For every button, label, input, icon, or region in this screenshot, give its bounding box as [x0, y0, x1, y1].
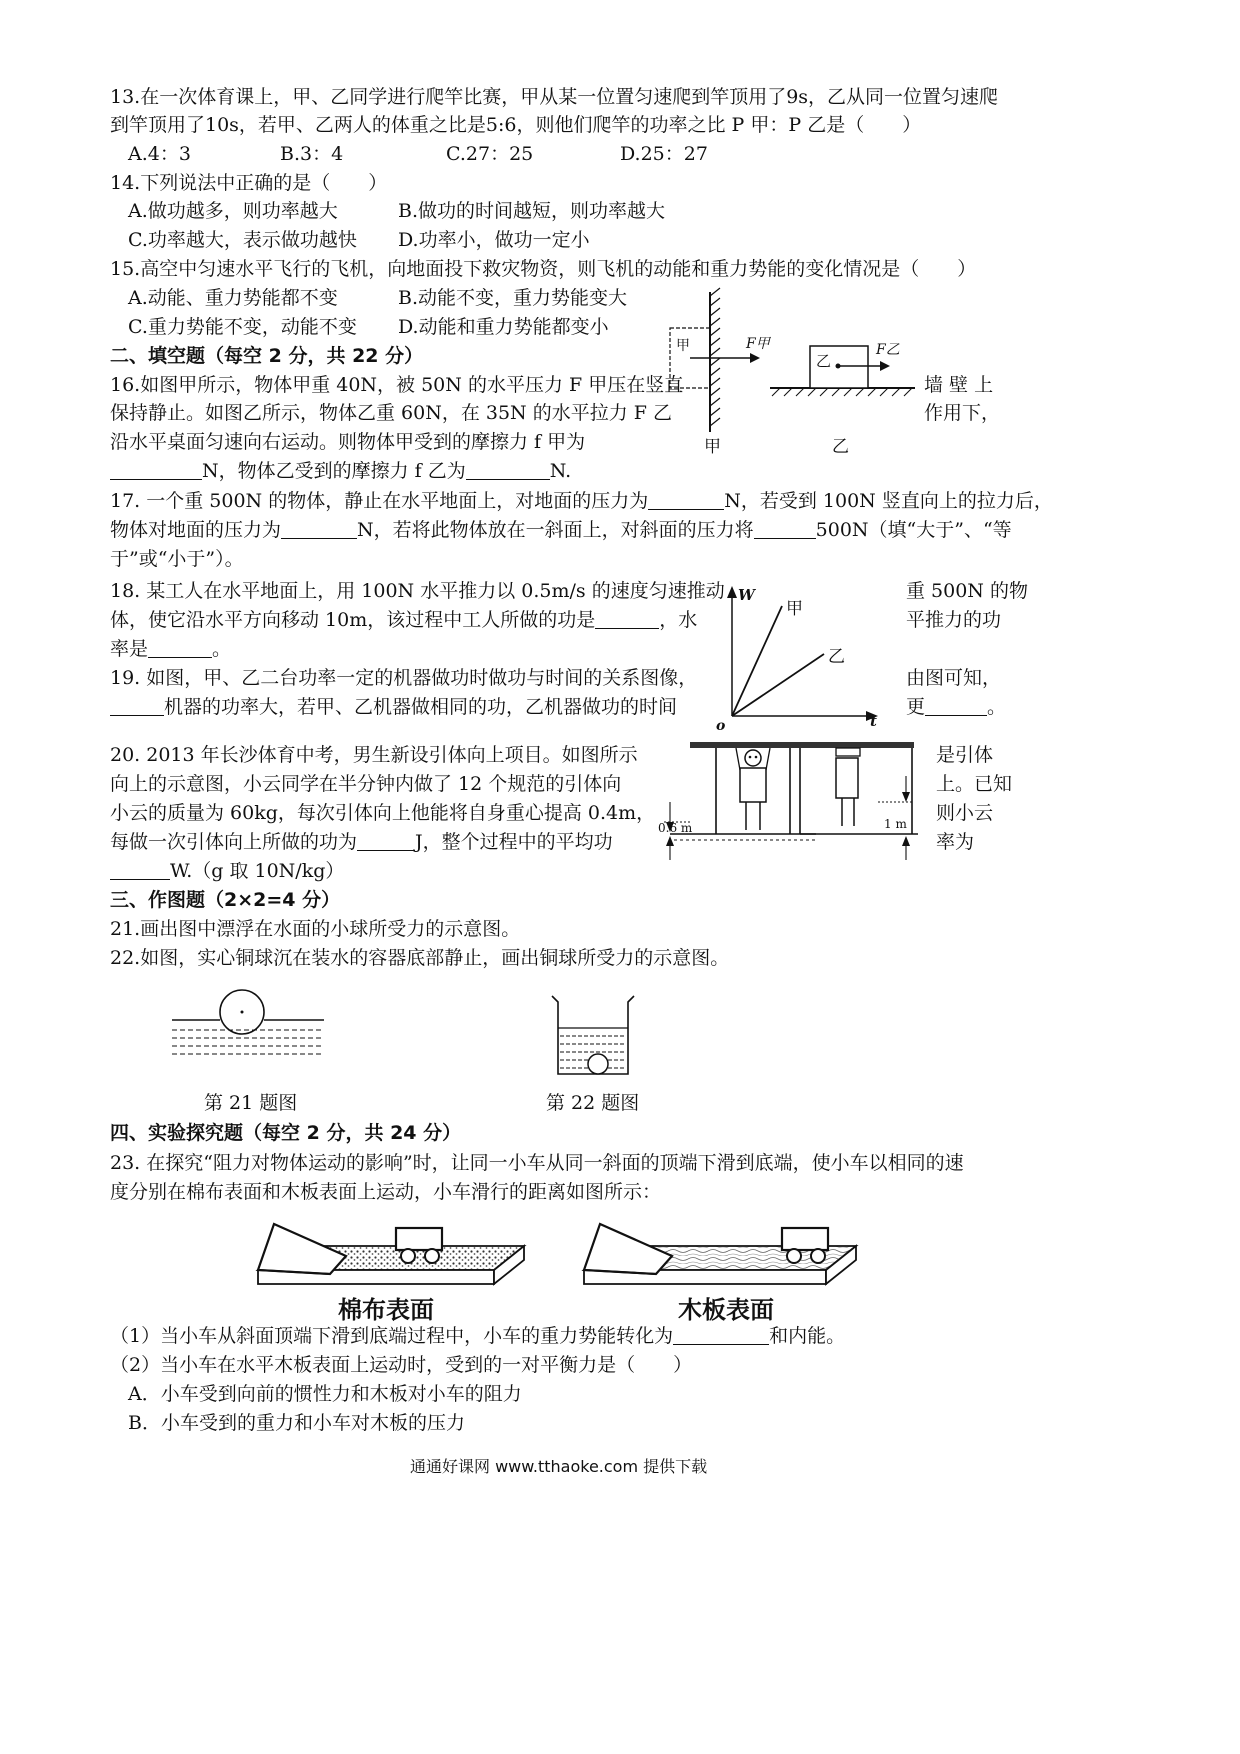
q15-option-a: A.动能、重力势能都不变: [128, 287, 338, 309]
q22-figure: [548, 992, 638, 1078]
q14-option-a: A.做功越多，则功率越大: [128, 200, 338, 222]
q23-car-cloth: [396, 1228, 442, 1250]
q18-line2b: ，水: [659, 609, 698, 631]
section3-heading: 三、作图题（2×2=4 分）: [110, 889, 341, 911]
q20-line4-right: 率为: [936, 831, 975, 853]
q15-option-b: B.动能不变，重力势能变大: [398, 287, 628, 309]
q20-line3: 小云的质量为 60kg，每次引体向上他能将自身重心提高 0.4m，: [110, 802, 656, 824]
q20-line1-right: 是引体: [936, 744, 994, 766]
q16-blank-2[interactable]: [466, 461, 550, 480]
q20-line5-text: W.（g 取 10N/kg）: [170, 860, 345, 882]
q19-x-axis-label: t: [870, 712, 877, 730]
q23-sub1b: 和内能。: [769, 1325, 846, 1347]
q23-option-a: A．小车受到向前的惯性力和木板对小车的阻力: [128, 1383, 522, 1405]
q19-line-yi-label: 乙: [828, 647, 845, 667]
q16-line4b: N.: [549, 460, 572, 482]
q20-line2: 向上的示意图，小云同学在半分钟内做了 12 个规范的引体向: [110, 773, 622, 795]
q19-blank-1[interactable]: [110, 697, 164, 716]
q23-sub2: （2）当小车在水平木板表面上运动时，受到的一对平衡力是（ ）: [110, 1354, 693, 1376]
q16-line2-right: 作用下，: [924, 402, 1001, 424]
q20-blank-1[interactable]: [357, 832, 415, 851]
q17-line1b: N，若受到 100N 竖直向上的拉力后，: [724, 490, 1053, 512]
q13-option-c: C.27：25: [446, 143, 534, 165]
q18-line3a: 率是: [110, 638, 149, 660]
q17-line2c: 500N（填“大于”、“等: [815, 519, 1012, 541]
q20-line5: [110, 858, 344, 884]
q19-line1: 19. 如图，甲、乙二台功率一定的机器做功时做功与时间的关系图像，: [110, 667, 698, 689]
q17-line1a: 17. 一个重 500N 的物体，静止在水平地面上，对地面的压力为: [110, 490, 649, 512]
q16-blank-1[interactable]: [110, 461, 202, 480]
q13-option-b: B.3：4: [280, 143, 344, 165]
q23-line1: 23. 在探究“阻力对物体运动的影响”时，让同一小车从同一斜面的顶端下滑到底端，使小车以相同的速: [110, 1152, 964, 1174]
q18-blank-2[interactable]: [148, 639, 212, 658]
q15-option-d: D.动能和重力势能都变小: [398, 316, 609, 338]
q20-height-06m: 0.6 m: [658, 821, 693, 835]
q20-line2-right: 上。已知: [936, 773, 1013, 795]
q19-line2: [110, 694, 677, 720]
q18-line3b: 。: [212, 638, 232, 660]
q17-line1: [110, 488, 1053, 514]
q16-caption-yi: 乙: [832, 437, 849, 457]
q18-line2-right: 平推力的功: [906, 609, 1002, 631]
q16-line1-right: 墙 壁 上: [924, 374, 994, 396]
q19-line-jia-label: 甲: [786, 599, 803, 619]
q19-blank-2[interactable]: [925, 697, 987, 716]
q19-line2-end: 。: [987, 696, 1007, 718]
q20-line4: [110, 829, 613, 855]
q23-figure: [248, 1208, 868, 1326]
q20-blank-2[interactable]: [110, 861, 170, 880]
q21-figure: [172, 988, 332, 1060]
q16-line1: 16.如图甲所示，物体甲重 40N，被 50N 的水平压力 F 甲压在竖直: [110, 374, 684, 396]
q22-text: 22.如图，实心铜球沉在装水的容器底部静止，画出铜球所受力的示意图。: [110, 947, 730, 969]
q14-stem: 14.下列说法中正确的是（ ）: [110, 172, 388, 194]
q18-line2a: 体，使它沿水平方向移动 10m，该过程中工人所做的功是: [110, 609, 596, 631]
q20-line4b: J，整个过程中的平均功: [415, 831, 613, 853]
q19-origin-label: o: [716, 718, 726, 734]
footer: 通通好课网 www.tthaoke.com 提供下载: [410, 1457, 708, 1476]
q16-box-jia-label: 甲: [676, 338, 690, 354]
q23-car-wood: [782, 1228, 828, 1250]
fig22-caption: 第 22 题图: [546, 1092, 640, 1114]
q20-line3-right: 则小云: [936, 802, 994, 824]
fig21-caption: 第 21 题图: [204, 1092, 298, 1114]
q20-line4a: 每做一次引体向上所做的功为: [110, 831, 358, 853]
q23-label-cloth: 棉布表面: [338, 1295, 434, 1324]
q19-line1-right: 由图可知，: [906, 667, 1002, 689]
q16-figure: [660, 292, 920, 457]
q19-graph: [712, 582, 892, 734]
q18-line1: 18. 某工人在水平地面上，用 100N 水平推力以 0.5m/s 的速度匀速推动: [110, 580, 725, 602]
q19-line2-text: 机器的功率大，若甲、乙机器做相同的功，乙机器做功的时间: [164, 696, 678, 718]
q14-option-b: B.做功的时间越短，则功率越大: [398, 200, 666, 222]
q17-line2: [110, 517, 1012, 543]
q13-line1: 13.在一次体育课上，甲、乙同学进行爬竿比赛，甲从某一位置匀速爬到竿顶用了9s，乙从同一位置匀速爬: [110, 86, 999, 108]
q23-sub1: [110, 1323, 845, 1349]
q17-blank-1[interactable]: [648, 491, 724, 510]
q15-option-c: C.重力势能不变，动能不变: [128, 316, 357, 338]
q19-line2-right: [906, 694, 1006, 720]
q16-f-yi-label: F乙: [876, 342, 900, 358]
q18-line3: [110, 636, 231, 662]
q23-option-b: B．小车受到的重力和小车对木板的压力: [128, 1412, 465, 1434]
q18-line1-right: 重 500N 的物: [906, 580, 1028, 602]
q20-figure: [650, 736, 920, 866]
q14-option-d: D.功率小，做功一定小: [398, 229, 590, 251]
q23-label-wood: 木板表面: [678, 1295, 774, 1324]
q16-line2: 保持静止。如图乙所示，物体乙重 60N，在 35N 的水平拉力 F 乙: [110, 402, 672, 424]
q16-line3: 沿水平桌面匀速向右运动。则物体甲受到的摩擦力 f 甲为: [110, 431, 586, 453]
q16-f-jia-label: F甲: [746, 336, 770, 352]
q18-line2: [110, 607, 697, 633]
q17-line3: 于”或“小于”）。: [110, 548, 244, 570]
q23-sub1a: （1）当小车从斜面顶端下滑到底端过程中，小车的重力势能转化为: [110, 1325, 674, 1347]
q17-line2a: 物体对地面的压力为: [110, 519, 282, 541]
q21-text: 21.画出图中漂浮在水面的小球所受力的示意图。: [110, 918, 521, 940]
q20-height-1m: 1 m: [884, 817, 907, 831]
q16-box-yi-label: 乙: [816, 352, 832, 370]
q20-line1: 20. 2013 年长沙体育中考，男生新设引体向上项目。如图所示: [110, 744, 638, 766]
q16-caption-jia: 甲: [704, 437, 721, 457]
q23-line2: 度分别在棉布表面和木板表面上运动，小车滑行的距离如图所示：: [110, 1181, 662, 1203]
q13-option-d: D.25：27: [620, 143, 708, 165]
q16-line4: [110, 458, 571, 484]
section4-heading: 四、实验探究题（每空 2 分，共 24 分）: [110, 1122, 462, 1144]
q19-line2-right-text: 更: [906, 696, 926, 718]
q13-option-a: A.4：3: [128, 143, 191, 165]
q17-line2b: N，若将此物体放在一斜面上，对斜面的压力将: [357, 519, 754, 541]
q16-line4a: N，物体乙受到的摩擦力 f 乙为: [202, 460, 466, 482]
q22-copper-ball: [588, 1054, 608, 1074]
q23-blank-1[interactable]: [673, 1326, 769, 1345]
q15-stem: 15.高空中匀速水平飞行的飞机，向地面投下救灾物资，则飞机的动能和重力势能的变化情况是（ ）: [110, 258, 977, 280]
section2-heading: 二、填空题（每空 2 分，共 22 分）: [110, 345, 424, 367]
q19-y-axis-label: W: [738, 586, 755, 604]
q13-line2: 到竿顶用了10s，若甲、乙两人的体重之比是5:6，则他们爬竿的功率之比 P 甲：P 乙是（ ）: [110, 114, 922, 136]
q17-blank-3[interactable]: [754, 520, 816, 539]
q14-option-c: C.功率越大，表示做功越快: [128, 229, 357, 251]
q17-blank-2[interactable]: [281, 520, 357, 539]
q18-blank-1[interactable]: [595, 610, 659, 629]
